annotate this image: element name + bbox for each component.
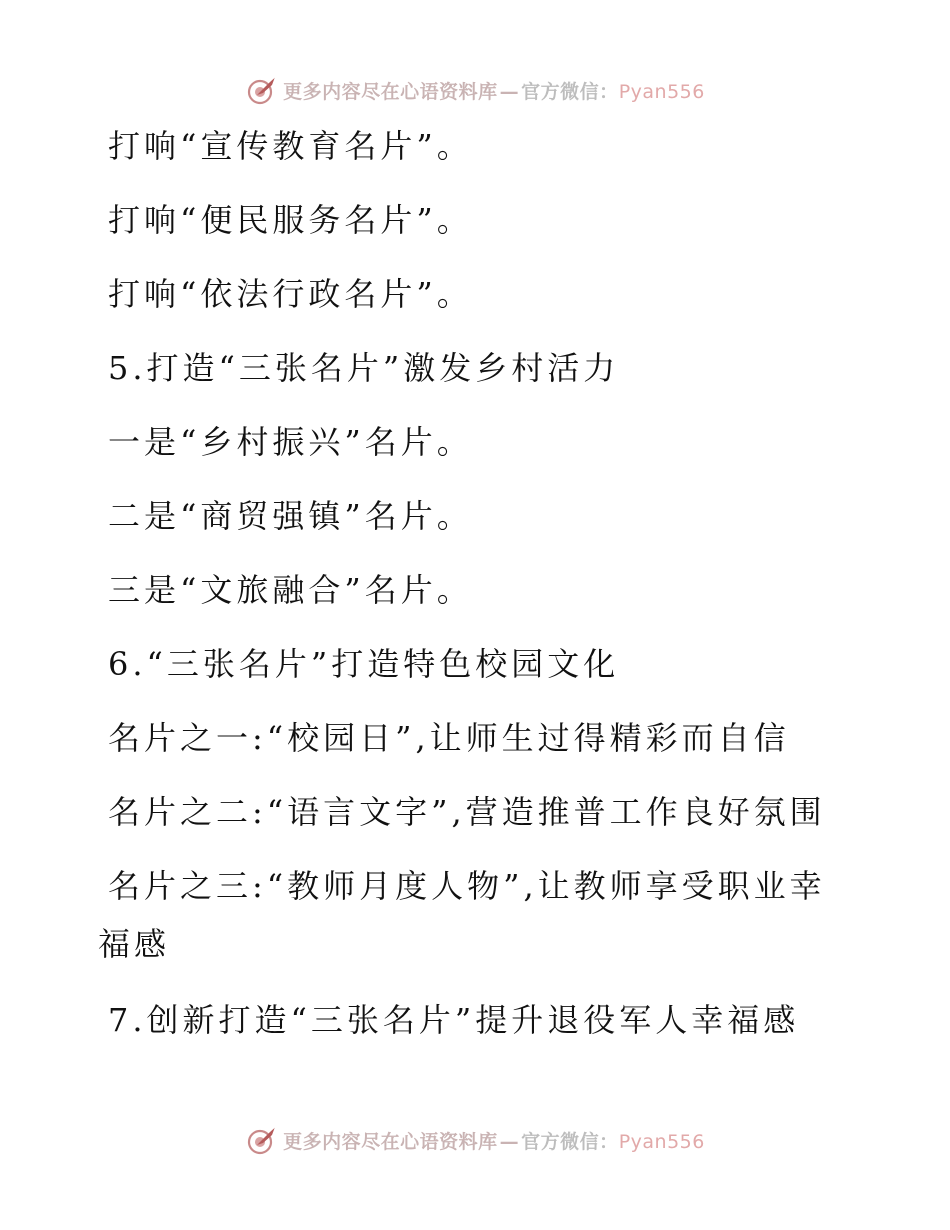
- footer-watermark: [0, 1120, 950, 1160]
- footer-site-text: 更多内容尽在心语资料库: [283, 1130, 498, 1153]
- section-heading-7: 7.创新打造“三张名片”提升退役军人幸福感: [108, 1001, 800, 1039]
- header-wechat-label: 官方微信：: [521, 80, 619, 103]
- footer-dash: —: [499, 1130, 520, 1153]
- text-line-3: 打响“依法行政名片”。: [108, 275, 473, 313]
- text-line-1: 打响“宣传教育名片”。: [108, 127, 473, 165]
- section-heading-6: 6.“三张名片”打造特色校园文化: [108, 645, 620, 683]
- quill-logo-icon: [245, 73, 279, 107]
- text-line-10: 名片之二:“语言文字”,营造推普工作良好氛围: [108, 793, 826, 831]
- text-line-5: 一是“乡村振兴”名片。: [108, 423, 473, 461]
- text-line-11-continuation: 福感: [98, 925, 171, 963]
- header-dash: —: [499, 80, 520, 103]
- header-watermark-text: [283, 77, 705, 104]
- text-line-9: 名片之一:“校园日”,让师生过得精彩而自信: [108, 719, 790, 757]
- header-site-text: 更多内容尽在心语资料库: [283, 80, 498, 103]
- text-line-6: 二是“商贸强镇”名片。: [108, 497, 473, 535]
- quill-logo-icon: [245, 1123, 279, 1157]
- text-line-2: 打响“便民服务名片”。: [108, 201, 473, 239]
- section-heading-5: 5.打造“三张名片”激发乡村活力: [108, 349, 620, 387]
- header-watermark: [0, 70, 950, 110]
- text-line-7: 三是“文旅融合”名片。: [108, 571, 473, 609]
- text-line-11: 名片之三:“教师月度人物”,让教师享受职业幸: [108, 867, 826, 905]
- footer-watermark-text: [283, 1127, 705, 1154]
- footer-wechat-label: 官方微信：: [521, 1130, 619, 1153]
- header-wechat-id: Pyan556: [618, 80, 705, 103]
- footer-wechat-id: Pyan556: [618, 1130, 705, 1153]
